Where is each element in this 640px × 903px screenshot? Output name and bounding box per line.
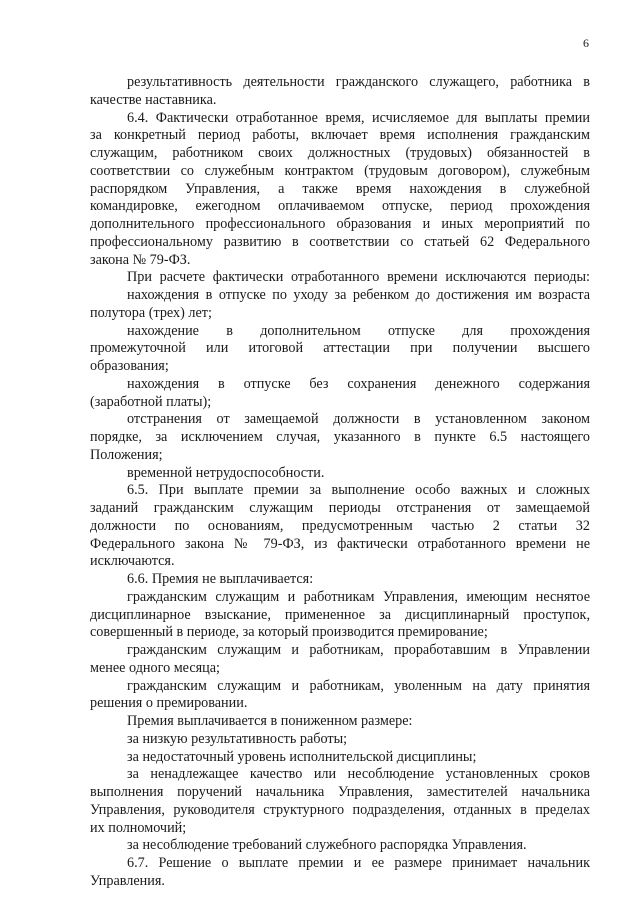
text-line: 6.5. При выплате премии за выполнение особо важных и сложных [127,482,590,499]
text-line: качестве наставника. [90,91,217,108]
page-number: 6 [583,36,589,50]
text-line: исключаются. [90,553,175,570]
text-line: профессиональному развитию в соответствии со статьей 62 Федерального [90,233,590,250]
text-line: заданий гражданским служащим периоды отстранения от замещаемой [90,500,590,516]
text-line: 6.7. Решение о выплате премии и ее размере принимает начальник [127,855,590,871]
text-line: за низкую результативность работы; [127,730,348,747]
text-line: (заработной платы); [90,393,212,410]
text-line: образования; [90,358,169,374]
text-line: Управления, руководителя структурного подразделения, отданных в пределах [90,801,590,818]
text-line: гражданским служащим и работникам, проработавшим в Управлении [127,642,590,658]
text-line: нахождение в дополнительном отпуске для прохождения [127,322,590,339]
text-line: дополнительного профессионального образования и иных мероприятий по [90,216,590,232]
text-line: выполнения поручений начальника Управления, заместителей начальника [90,784,590,800]
text-line: закона № 79-ФЗ. [90,251,191,268]
text-line: Премия выплачивается в пониженном размере: [127,713,413,729]
text-line: промежуточной или итоговой аттестации при получении высшего [90,340,590,357]
text-line: совершенный в периоде, за который производится премирование; [90,624,488,641]
text-line: за недостаточный уровень исполнительской дисциплины; [127,748,477,765]
text-line: дисциплинарное взыскание, примененное за дисциплинарный проступок, [90,606,590,623]
text-line: полутора (трех) лет; [90,304,212,321]
text-line: за конкретный период работы, включает время исполнения гражданским [90,127,590,144]
text-line: должности по основаниям, предусмотренным частью 2 статьи 32 [90,517,590,534]
text-line: служащим, работником своих должностных (трудовых) обязанностей в [90,145,590,161]
text-line: При расчете фактически отработанного времени исключаются периоды: [127,269,590,286]
text-line: отстранения от замещаемой должности в установленном законом [127,411,590,428]
text-line: командировке, ежегодном оплачиваемом отпуске, период прохождения [90,198,590,215]
text-line: соответствии со служебным контрактом (трудовым договором), служебным [90,162,590,179]
text-line: результативность деятельности гражданского служащего, работника в [127,74,590,90]
text-line: гражданским служащим и работникам Управления, имеющим неснятое [127,588,590,605]
text-line: Федерального закона № 79-ФЗ, из фактически отработанного времени не [90,535,590,552]
document-body [90,74,590,891]
text-line: нахождения в отпуске по уходу за ребенком до достижения им возраста [127,287,590,303]
text-line: временной нетрудоспособности. [127,464,325,481]
text-line: Положения; [90,446,163,463]
text-line: гражданским служащим и работникам, уволенным на дату принятия [127,677,590,694]
text-line: решения о премировании. [90,695,248,712]
text-line: 6.6. Премия не выплачивается: [127,571,314,587]
text-line: их полномочий; [90,819,187,836]
text-line: менее одного месяца; [90,659,220,676]
text-line: нахождения в отпуске без сохранения денежного содержания [127,375,590,392]
text-line: распорядком Управления, а также время нахождения в служебной [90,180,590,197]
text-line: 6.4. Фактически отработанное время, исчисляемое для выплаты премии [127,109,590,126]
text-line: Управления. [90,872,165,889]
text-line: за ненадлежащее качество или несоблюдение установленных сроков [127,766,590,783]
text-line: порядке, за исключением случая, указанного в пункте 6.5 настоящего [90,429,590,445]
text-line: за несоблюдение требований служебного распорядка Управления. [127,837,527,854]
